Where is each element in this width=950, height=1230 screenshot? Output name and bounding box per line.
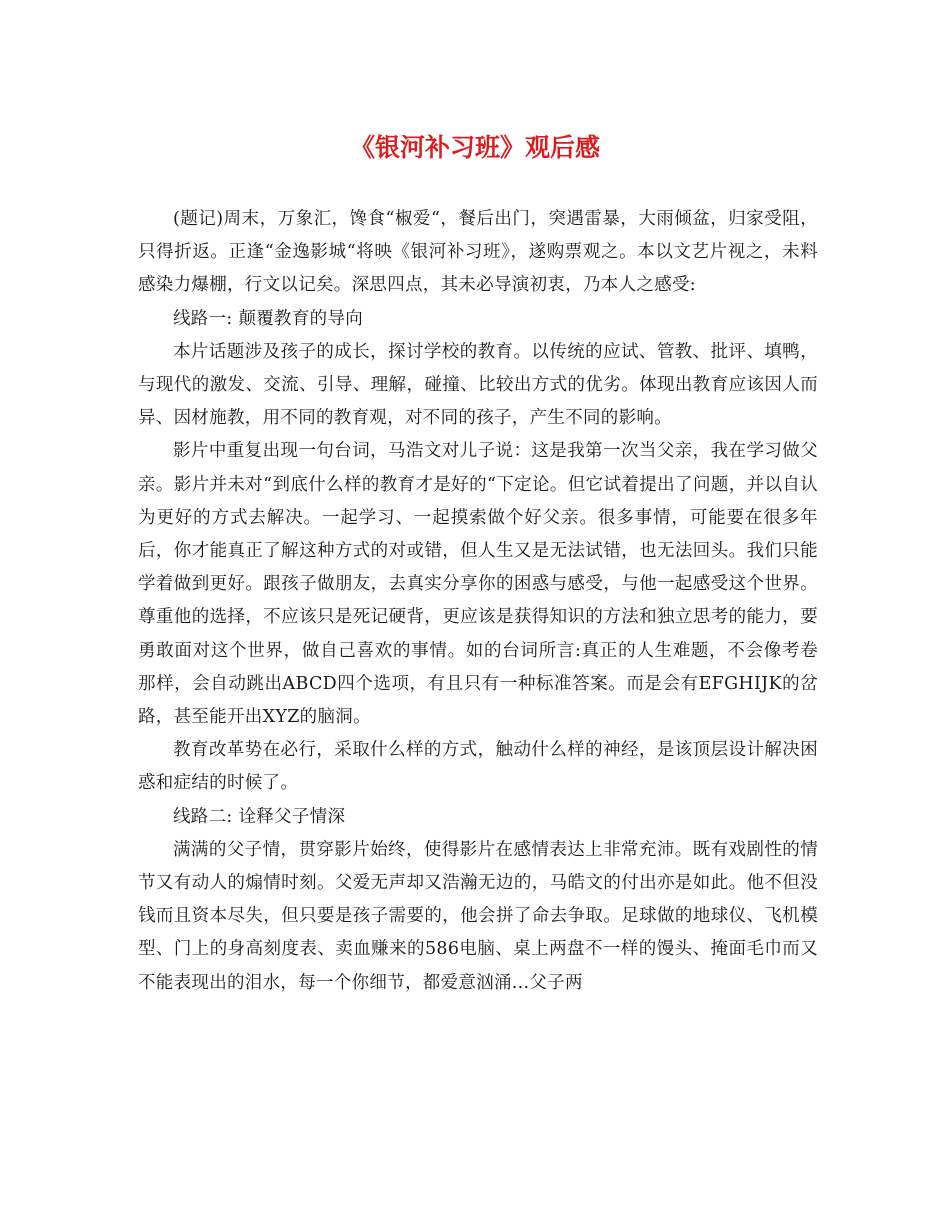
body-paragraph: 本片话题涉及孩子的成长，探讨学校的教育。以传统的应试、管教、批评、填鸭，与现代的激发、交流、引导、理解，碰撞、比较出方式的优劣。体现出教育应该因人而异、因材施教，用不同的教育观，对不同的孩子，产生不同的影响。 [138,341,818,429]
document-body [138,203,818,1000]
body-paragraph: 满满的父子情，贯穿影片始终，使得影片在感情表达上非常充沛。既有戏剧性的情节又有动人的煽情时刻。父爱无声却又浩瀚无边的，马皓文的付出亦是如此。他不但没钱而且资本尽失，但只要是孩子需要的，他会拼了命去争取。足球做的地球仪、飞机模型、门上的身高刻度表、卖血赚来的586电脑、桌上两盘不一样的馒头、掩面毛巾而又不能表现出的泪水，每一个你细节，都爱意汹涌...父子两 [138,839,818,993]
document-title: 《银河补习班》观后感 [349,133,600,162]
body-paragraph: 教育改革势在必行，采取什么样的方式，触动什么样的神经，是该顶层设计解决困惑和症结的时候了。 [138,740,818,794]
section-heading-one: 线路一: 颠覆教育的导向 [173,308,364,329]
preface-paragraph: (题记)周末，万象汇，馋食“椒爱“，餐后出门，突遇雷暴，大雨倾盆，归家受阻，只得折返。正逢“金逸影城“将映《银河补习班》，遂购票观之。本以文艺片视之，未料感染力爆棚，行文以记矣。深思四点，其未必导演初衷，乃本人之感受: [138,209,818,296]
section-heading-two: 线路二: 诠释父子情深 [173,806,346,827]
body-paragraph: 影片中重复出现一句台词，马浩文对儿子说：这是我第一次当父亲，我在学习做父亲。影片并未对“到底什么样的教育才是好的“下定论。但它试着提出了问题，并以自认为更好的方式去解决。一起学习、一起摸索做个好父亲。很多事情，可能要在很多年后，你才能真正了解这种方式的对或错，但人生又是无法试错，也无法回头。我们只能学着做到更好。跟孩子做朋友，去真实分享你的困惑与感受，与他一起感受这个世界。尊重他的选择，不应该只是死记硬背，更应该是获得知识的方法和独立思考的能力，要勇敢面对这个世界，做自己喜欢的事情。如的台词所言:真正的人生难题，不会像考卷那样，会自动跳出ABCD四个选项，有且只有一种标准答案。而是会有EFGHIJK的岔路，甚至能开出XYZ的脑洞。 [138,441,818,728]
